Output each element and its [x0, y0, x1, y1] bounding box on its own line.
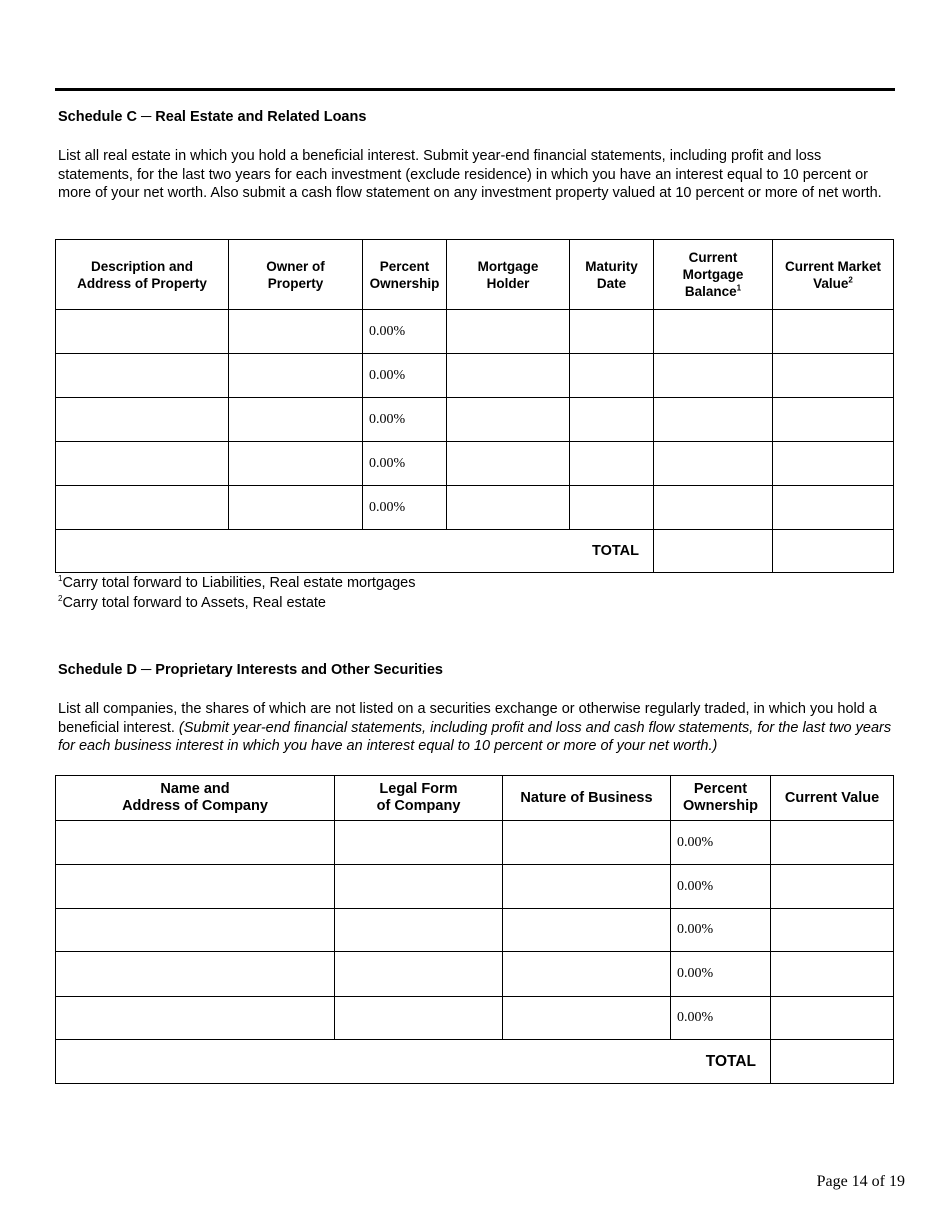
legal-form-cell[interactable] [335, 909, 503, 952]
schedule-c-heading: Schedule C ─ Real Estate and Related Loans [58, 109, 367, 125]
mortgage-holder-cell[interactable] [447, 398, 570, 442]
maturity-date-cell[interactable] [570, 354, 654, 398]
col-header-percent-line2: Ownership [683, 798, 758, 814]
percent-ownership-field[interactable]: 0.00% [671, 909, 771, 952]
footnote-1-text: Carry total forward to Liabilities, Real estate mortgages [62, 575, 416, 591]
current-value-cell[interactable] [771, 909, 894, 952]
total-row [56, 1040, 894, 1084]
company-name-cell[interactable] [56, 997, 335, 1040]
mortgage-holder-cell[interactable] [447, 442, 570, 486]
percent-ownership-field[interactable]: 0.00% [363, 398, 447, 442]
total-current-value-field[interactable] [771, 1040, 894, 1084]
market-value-cell[interactable] [773, 398, 894, 442]
description-cell[interactable] [56, 354, 229, 398]
col-header-maturity-date: Maturity Date [570, 240, 654, 310]
current-value-cell[interactable] [771, 997, 894, 1040]
total-label: TOTAL [56, 1040, 771, 1084]
footnote-2-number: 2 [58, 594, 63, 604]
percent-ownership-field[interactable]: 0.00% [671, 821, 771, 865]
legal-form-cell[interactable] [335, 952, 503, 997]
table-row [56, 997, 894, 1040]
nature-of-business-cell[interactable] [503, 821, 671, 865]
maturity-date-cell[interactable] [570, 398, 654, 442]
company-name-cell[interactable] [56, 952, 335, 997]
col-header-company-name-line1: Name and [160, 781, 230, 797]
mortgage-holder-cell[interactable] [447, 486, 570, 530]
current-value-cell[interactable] [771, 821, 894, 865]
col-header-legal-form-line1: Legal Form [379, 781, 458, 797]
total-label: TOTAL [56, 530, 654, 573]
table-row [56, 952, 894, 997]
market-value-cell[interactable] [773, 442, 894, 486]
col-header-legal-form [335, 776, 503, 821]
maturity-date-cell[interactable] [570, 486, 654, 530]
total-mortgage-balance-field[interactable] [654, 530, 773, 573]
legal-form-cell[interactable] [335, 865, 503, 909]
total-market-value-field[interactable] [773, 530, 894, 573]
company-name-cell[interactable] [56, 909, 335, 952]
nature-of-business-cell[interactable] [503, 952, 671, 997]
footnote-2 [58, 595, 326, 611]
percent-ownership-field[interactable]: 0.00% [363, 354, 447, 398]
page-number: Page 14 of 19 [816, 1173, 905, 1190]
col-header-legal-form-line2: of Company [376, 798, 461, 814]
col-header-current-value: Current Value [771, 776, 894, 821]
description-cell[interactable] [56, 310, 229, 354]
real-estate-table [55, 239, 894, 573]
schedule-d-instructions [58, 700, 898, 756]
col-header-description: Description and Address of Property [56, 240, 229, 310]
table-row [56, 442, 894, 486]
mortgage-balance-cell[interactable] [654, 354, 773, 398]
col-header-company-name-line2: Address of Company [122, 798, 268, 814]
table-row [56, 865, 894, 909]
col-header-nature-of-business: Nature of Business [503, 776, 671, 821]
mortgage-balance-cell[interactable] [654, 398, 773, 442]
table-row [56, 909, 894, 952]
percent-ownership-field[interactable]: 0.00% [363, 310, 447, 354]
schedule-c-instructions: List all real estate in which you hold a beneficial interest. Submit year-end financial statements, including profit and loss statements, for the last two years for each investment (exclude residence) in which you have an interest equal to 10 percent or more of your net worth. Also submit a cash flow statement on any investment property valued at 10 percent or more of net worth. [58, 148, 882, 201]
mortgage-holder-cell[interactable] [447, 354, 570, 398]
legal-form-cell[interactable] [335, 821, 503, 865]
current-value-cell[interactable] [771, 952, 894, 997]
owner-cell[interactable] [229, 310, 363, 354]
company-name-cell[interactable] [56, 865, 335, 909]
table-header-row [56, 776, 894, 821]
top-rule [55, 88, 895, 91]
col-header-percent-line1: Percent [693, 781, 748, 797]
nature-of-business-cell[interactable] [503, 865, 671, 909]
percent-ownership-field[interactable]: 0.00% [363, 486, 447, 530]
footnote-marker-1: 1 [736, 283, 742, 293]
col-header-market-value-text: Current Market Value [784, 258, 882, 291]
table-row [56, 398, 894, 442]
table-row [56, 821, 894, 865]
total-row [56, 530, 894, 573]
owner-cell[interactable] [229, 486, 363, 530]
footnote-1-number: 1 [58, 574, 63, 584]
table-row [56, 486, 894, 530]
schedule-d-instructions-italic: (Submit year-end financial statements, including profit and loss and cash flow statements, for the last two years for each business interest in which you have an interest equal to 10 percent or more of your net worth.) [58, 719, 892, 754]
col-header-owner: Owner of Property [229, 240, 363, 310]
market-value-cell[interactable] [773, 354, 894, 398]
description-cell[interactable] [56, 442, 229, 486]
col-header-percent: Percent Ownership [363, 240, 447, 310]
mortgage-balance-cell[interactable] [654, 486, 773, 530]
description-cell[interactable] [56, 486, 229, 530]
current-value-cell[interactable] [771, 865, 894, 909]
col-header-mortgage-balance [654, 240, 773, 310]
col-header-market-value [773, 240, 894, 310]
table-row [56, 310, 894, 354]
footnote-1 [58, 575, 415, 591]
percent-ownership-field[interactable]: 0.00% [363, 442, 447, 486]
proprietary-interests-table [55, 775, 894, 1084]
owner-cell[interactable] [229, 354, 363, 398]
maturity-date-cell[interactable] [570, 310, 654, 354]
percent-ownership-field[interactable]: 0.00% [671, 997, 771, 1040]
col-header-mortgage-holder: Mortgage Holder [447, 240, 570, 310]
nature-of-business-cell[interactable] [503, 997, 671, 1040]
table-row [56, 354, 894, 398]
mortgage-balance-cell[interactable] [654, 442, 773, 486]
owner-cell[interactable] [229, 398, 363, 442]
col-header-company-name [56, 776, 335, 821]
col-header-percent-ownership [671, 776, 771, 821]
percent-ownership-field[interactable]: 0.00% [671, 952, 771, 997]
market-value-cell[interactable] [773, 486, 894, 530]
description-cell[interactable] [56, 398, 229, 442]
percent-ownership-field[interactable]: 0.00% [671, 865, 771, 909]
nature-of-business-cell[interactable] [503, 909, 671, 952]
schedule-d-instructions-plain: List all companies, the shares of which are not listed on a securities exchange or otherwise regularly traded, in which you hold a beneficial interest. [58, 701, 877, 736]
owner-cell[interactable] [229, 442, 363, 486]
market-value-cell[interactable] [773, 310, 894, 354]
table-header-row [56, 240, 894, 310]
footnote-2-text: Carry total forward to Assets, Real estate [62, 595, 326, 611]
legal-form-cell[interactable] [335, 997, 503, 1040]
col-header-mortgage-balance-text: Current Mortgage Balance [682, 250, 744, 299]
mortgage-holder-cell[interactable] [447, 310, 570, 354]
schedule-d-heading: Schedule D ─ Proprietary Interests and Other Securities [58, 662, 443, 678]
maturity-date-cell[interactable] [570, 442, 654, 486]
footnote-marker-2: 2 [848, 275, 853, 284]
mortgage-balance-cell[interactable] [654, 310, 773, 354]
company-name-cell[interactable] [56, 821, 335, 865]
